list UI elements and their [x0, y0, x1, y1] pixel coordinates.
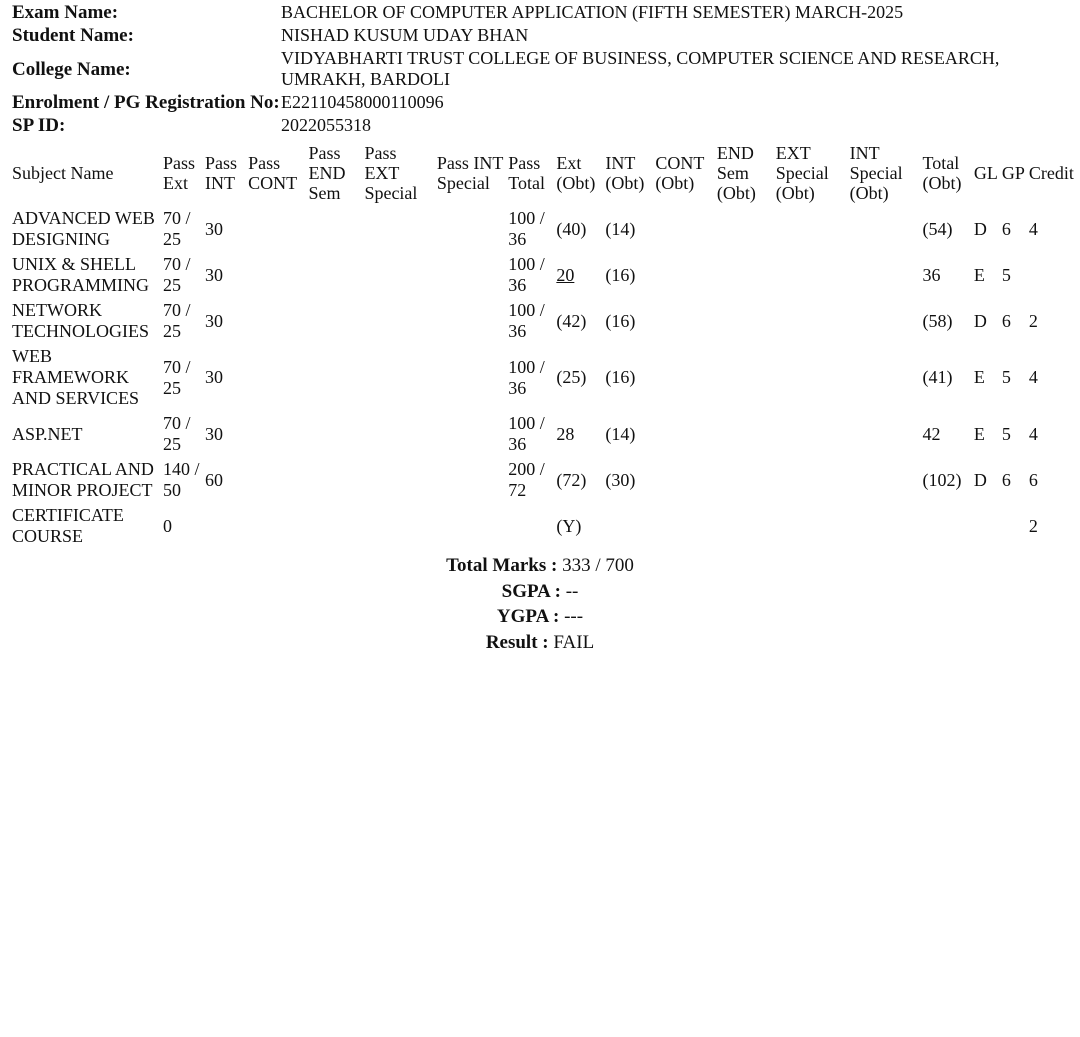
subject-name-cell: PRACTICAL AND MINOR PROJECT: [12, 459, 154, 500]
student-name-value: NISHAD KUSUM UDAY BHAN: [281, 25, 529, 45]
table-cell: (16): [605, 264, 636, 285]
total-marks-label: Total Marks :: [446, 555, 558, 576]
table-cell: 5: [1001, 423, 1011, 444]
table-cell: [653, 457, 715, 503]
table-cell: 4: [1028, 367, 1038, 387]
table-cell: [848, 252, 921, 298]
table-cell: [307, 503, 363, 549]
table-cell: 70 / 25: [163, 300, 191, 341]
table-cell: (14): [605, 423, 636, 444]
table-cell: (Y): [556, 515, 582, 536]
table-cell: 5: [1001, 264, 1011, 285]
exam-name-value: BACHELOR OF COMPUTER APPLICATION (FIFTH SEMESTER) MARCH-2025: [281, 2, 904, 22]
table-cell: D: [973, 469, 987, 490]
college-name-label: College Name:: [12, 58, 131, 80]
column-header: Credit: [1028, 163, 1074, 183]
subject-name-cell: ASP.NET: [12, 423, 83, 444]
table-cell: 100 / 36: [508, 208, 545, 249]
subject-name-cell: UNIX & SHELL PROGRAMMING: [12, 254, 150, 295]
table-cell: [774, 411, 848, 457]
column-header: Pass INT: [205, 153, 238, 193]
result-line: [12, 630, 1068, 656]
table-cell: [362, 344, 434, 411]
table-cell: [920, 503, 971, 549]
table-cell: 28: [556, 423, 575, 444]
table-cell: E: [973, 367, 985, 387]
table-cell: [362, 411, 434, 457]
table-cell: [307, 411, 363, 457]
table-cell: 4: [1028, 218, 1038, 239]
table-cell: [653, 298, 715, 344]
table-row: [10, 206, 1076, 252]
table-cell: 70 / 25: [163, 356, 191, 398]
table-cell: (54): [922, 218, 953, 239]
table-cell: [715, 457, 774, 503]
ygpa-value: ---: [564, 606, 584, 627]
table-cell: [307, 298, 363, 344]
table-cell: [653, 503, 715, 549]
result-summary: [12, 553, 1068, 655]
column-header: Ext (Obt): [556, 153, 596, 193]
table-cell: [203, 503, 246, 549]
exam-name-row: [12, 1, 1012, 24]
table-cell: 70 / 25: [163, 413, 191, 454]
sgpa-label: SGPA :: [501, 580, 561, 602]
table-cell: [1000, 503, 1027, 549]
table-cell: 100 / 36: [508, 300, 545, 341]
table-cell: [246, 252, 306, 298]
table-cell: [848, 503, 921, 549]
table-cell: [715, 298, 774, 344]
table-cell: [774, 206, 848, 252]
table-cell: [774, 252, 848, 298]
table-cell: [246, 206, 306, 252]
column-header: INT (Obt): [605, 153, 645, 193]
table-cell: 0: [163, 515, 172, 536]
sp-id-label: SP ID:: [12, 115, 66, 136]
enrolment-label: Enrolment / PG Registration No:: [12, 92, 280, 113]
column-header: Total (Obt): [922, 153, 962, 193]
table-cell: [435, 344, 506, 411]
table-row: [10, 411, 1076, 457]
table-cell: 30: [205, 423, 224, 444]
table-cell: [774, 457, 848, 503]
column-header: GL: [973, 163, 998, 183]
sp-id-value: 2022055318: [281, 115, 371, 135]
table-cell: [246, 411, 306, 457]
table-cell: [435, 411, 506, 457]
ygpa-line: [12, 604, 1068, 630]
table-cell: [362, 457, 434, 503]
column-header: Pass CONT: [248, 153, 298, 193]
table-cell: 30: [205, 310, 224, 331]
table-cell: 5: [1001, 367, 1011, 387]
table-row: [10, 252, 1076, 298]
subject-name-cell: CERTIFICATE COURSE: [12, 505, 124, 546]
table-cell: (30): [605, 469, 636, 490]
table-row: [10, 503, 1076, 549]
table-cell: [848, 411, 921, 457]
table-cell: 4: [1028, 423, 1038, 444]
table-cell: 30: [205, 218, 224, 239]
table-cell: [307, 344, 363, 411]
college-name-value: VIDYABHARTI TRUST COLLEGE OF BUSINESS, COMPUTER SCIENCE AND RESEARCH, UMRAKH, BARDOLI: [281, 48, 1000, 89]
table-cell: [435, 503, 506, 549]
subject-name-cell: ADVANCED WEB DESIGNING: [12, 208, 155, 249]
table-cell: 200 / 72: [508, 459, 545, 500]
table-cell: [362, 252, 434, 298]
table-cell: [653, 411, 715, 457]
college-name-row: [12, 47, 1012, 91]
table-cell: [715, 252, 774, 298]
table-cell: [435, 457, 506, 503]
sp-id-row: [12, 114, 1012, 137]
table-cell: [715, 344, 774, 411]
table-cell: [1027, 252, 1076, 298]
result-label: Result :: [485, 631, 549, 653]
table-cell: [774, 503, 848, 549]
table-cell: [307, 457, 363, 503]
table-cell: [435, 206, 506, 252]
table-cell: [506, 503, 554, 549]
table-cell: (14): [605, 218, 636, 239]
marks-header-row: [10, 143, 1076, 206]
table-cell: (58): [922, 310, 953, 331]
table-cell: (16): [605, 367, 636, 387]
enrolment-value: E22110458000110096: [281, 92, 444, 112]
table-cell: 60: [205, 469, 224, 490]
student-name-row: [12, 24, 1012, 47]
table-cell: [715, 411, 774, 457]
column-header: EXT Special (Obt): [775, 143, 829, 203]
column-header: Pass INT Special: [436, 153, 504, 193]
table-cell: [246, 457, 306, 503]
student-name-label: Student Name:: [12, 25, 134, 46]
table-cell: 30: [205, 264, 224, 285]
table-cell: 2: [1028, 515, 1038, 536]
table-cell: [246, 298, 306, 344]
result-value: FAIL: [553, 631, 595, 653]
table-cell: [848, 206, 921, 252]
column-header: Pass END Sem: [308, 143, 346, 203]
student-info-table: [12, 1, 1012, 137]
table-cell: (16): [605, 310, 636, 331]
total-marks-value: 333 / 700: [562, 555, 634, 576]
table-cell: 6: [1001, 218, 1011, 239]
table-cell: [307, 206, 363, 252]
table-cell: D: [973, 218, 987, 239]
table-cell: [435, 252, 506, 298]
table-cell: [848, 298, 921, 344]
table-cell: (40): [556, 218, 587, 239]
column-header: Pass Ext: [163, 153, 196, 193]
subject-name-cell: WEB FRAMEWORK AND SERVICES: [12, 346, 140, 408]
column-header: Subject Name: [12, 163, 114, 183]
table-cell: 100 / 36: [508, 254, 545, 295]
table-cell: (42): [556, 310, 587, 331]
table-cell: [715, 206, 774, 252]
subject-name-cell: NETWORK TECHNOLOGIES: [12, 300, 149, 341]
exam-name-label: Exam Name:: [12, 2, 119, 23]
table-cell: 100 / 36: [508, 356, 545, 398]
table-cell: [362, 503, 434, 549]
table-cell: [848, 457, 921, 503]
column-header: Pass EXT Special: [364, 143, 418, 203]
table-cell: [246, 344, 306, 411]
table-cell: [435, 298, 506, 344]
table-cell: [603, 503, 653, 549]
table-cell: [653, 344, 715, 411]
table-cell: [715, 503, 774, 549]
table-cell: [246, 503, 306, 549]
table-cell: (25): [556, 367, 587, 387]
column-header: Pass Total: [508, 153, 545, 193]
table-cell: [972, 503, 1000, 549]
column-header: GP: [1001, 163, 1025, 183]
table-cell: [653, 252, 715, 298]
marks-body: [10, 206, 1076, 549]
table-cell: 6: [1028, 469, 1038, 490]
table-row: [10, 457, 1076, 503]
table-cell: 100 / 36: [508, 413, 545, 454]
enrolment-row: [12, 91, 1012, 114]
table-cell: 36: [922, 264, 941, 285]
table-cell: E: [973, 423, 985, 444]
table-cell: (41): [922, 367, 953, 387]
table-cell: 70 / 25: [163, 254, 191, 295]
sgpa-value: --: [565, 580, 579, 602]
table-cell: 6: [1001, 469, 1011, 490]
table-cell: 6: [1001, 310, 1011, 331]
table-cell: 2: [1028, 310, 1038, 331]
column-header: INT Special (Obt): [849, 143, 903, 203]
table-cell: (72): [556, 469, 587, 490]
table-cell: 30: [205, 367, 224, 387]
table-cell: 140 / 50: [163, 459, 200, 500]
table-row: [10, 298, 1076, 344]
sgpa-line: [12, 579, 1068, 605]
table-cell: 42: [922, 423, 941, 444]
table-cell: 20: [556, 264, 575, 285]
table-cell: (102): [922, 469, 962, 490]
table-row: [10, 344, 1076, 411]
table-cell: E: [973, 264, 985, 285]
table-cell: [774, 298, 848, 344]
total-marks-line: [12, 553, 1068, 579]
marks-table: [10, 143, 1076, 549]
column-header: END Sem (Obt): [716, 143, 756, 203]
table-cell: [653, 206, 715, 252]
table-cell: [362, 206, 434, 252]
table-cell: 70 / 25: [163, 208, 191, 249]
ygpa-label: YGPA :: [496, 606, 560, 627]
table-cell: [307, 252, 363, 298]
table-cell: [848, 344, 921, 411]
table-cell: [362, 298, 434, 344]
table-cell: D: [973, 310, 987, 331]
table-cell: [774, 344, 848, 411]
column-header: CONT (Obt): [655, 153, 704, 193]
